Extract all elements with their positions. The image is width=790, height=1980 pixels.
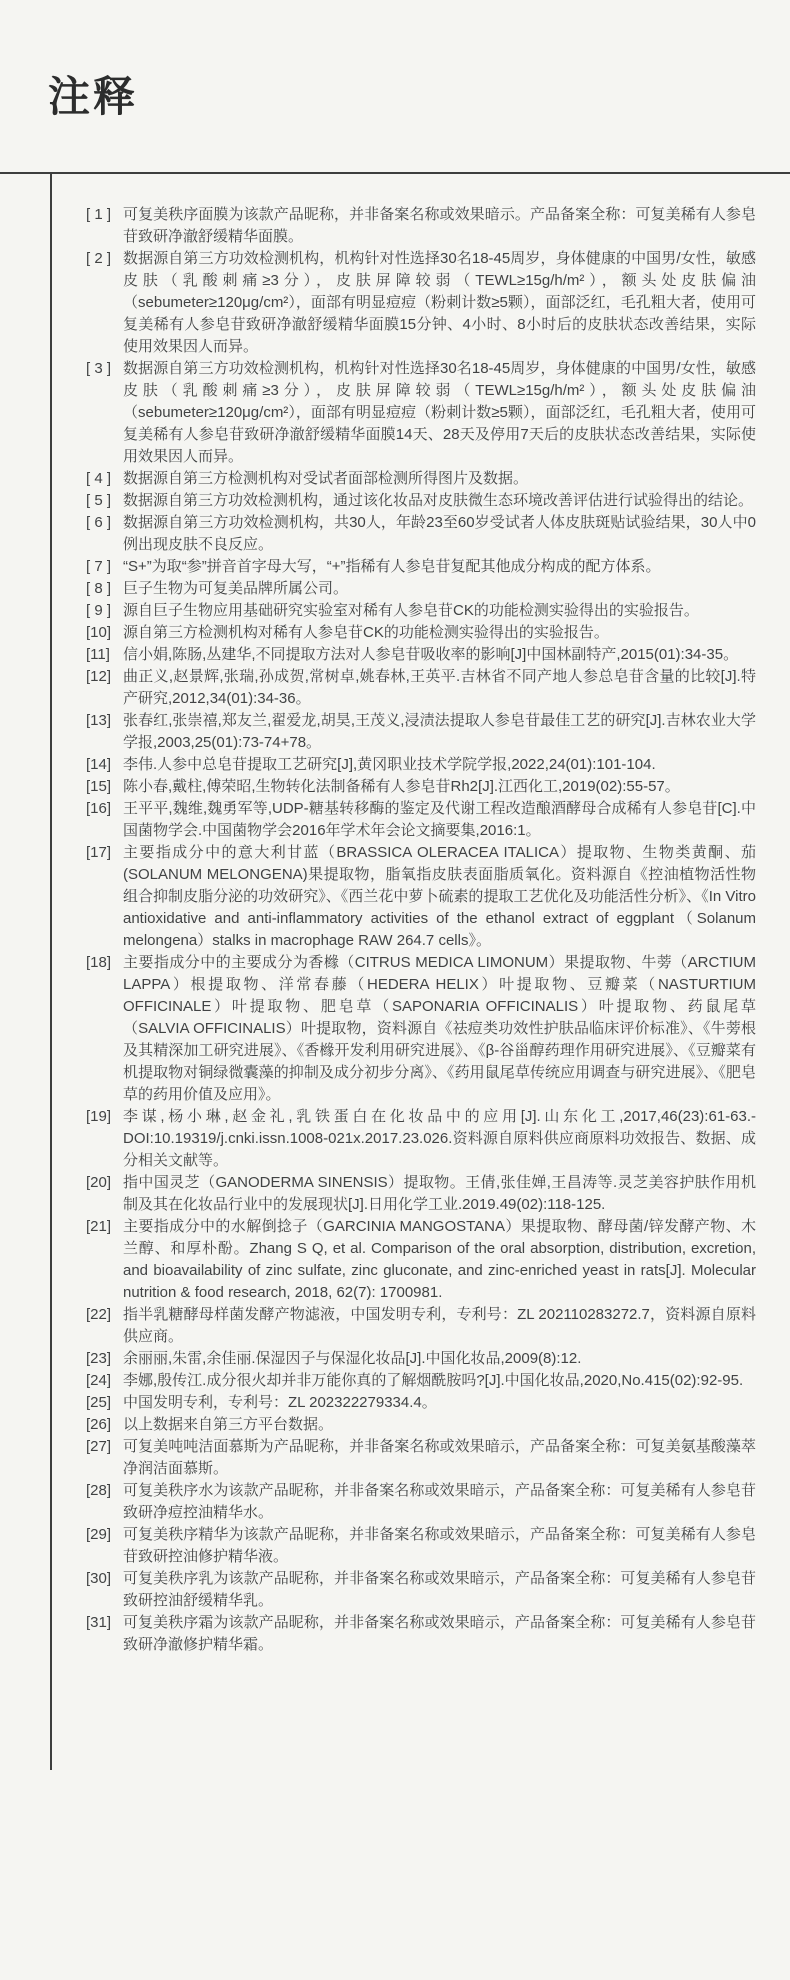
- note-text: 可复美秩序精华为该款产品昵称，并非备案名称或效果暗示，产品备案全称：可复美稀有人参皂苷致研控油修护精华液。: [123, 1526, 756, 1565]
- note-text: 主要指成分中的主要成分为香橼（CITRUS MEDICA LIMONUM）果提取物、牛蒡（ARCTIUM LAPPA）根提取物、洋常春藤（HEDERA HELIX）叶提取物、豆瓣菜（NASTURTIUM OFFICINALE）叶提取物、肥皂草（SAPONARIA OFFICINALIS）叶提取物、药鼠尾草（SALVIA OFFICINALIS）叶提取物，资料源自《祛痘类功效性护肤品临床评价标准》、《牛蒡根及其精深加工研究进展》、《香橼开发利用研究进展》、《β-谷甾醇药理作用研究进展》、《豆瓣菜有机提取物对铜绿微囊藻的抑制及成分初步分离》、《药用鼠尾草传统应用调查与研究进展》、《肥皂草的药用价值及应用》。: [123, 954, 756, 1103]
- note-number: [20]: [86, 1174, 112, 1191]
- note-text: 可复美吨吨洁面慕斯为产品昵称，并非备案名称或效果暗示，产品备案全称：可复美氨基酸藻萃净润洁面慕斯。: [123, 1438, 756, 1477]
- note-number: [10]: [86, 624, 112, 641]
- note-number: [22]: [86, 1306, 112, 1323]
- note-item: [86, 556, 756, 578]
- note-item: [86, 358, 756, 468]
- note-number: [30]: [86, 1570, 112, 1587]
- note-text: “S+”为取“参”拼音首字母大写，“+”指稀有人参皂苷复配其他成分构成的配方体系。: [123, 558, 661, 575]
- note-item: [86, 644, 756, 666]
- note-text: 李伟.人参中总皂苷提取工艺研究[J],黄冈职业技术学院学报,2022,24(01):101-104.: [123, 756, 656, 773]
- note-text: 李娜,殷传江.成分很火却并非万能你真的了解烟酰胺吗?[J].中国化妆品,2020,No.415(02):92-95.: [123, 1372, 744, 1389]
- note-item: [86, 1370, 756, 1392]
- note-number: [25]: [86, 1394, 112, 1411]
- note-number: [12]: [86, 668, 112, 685]
- note-number: [ 8 ]: [86, 580, 112, 597]
- note-item: [86, 1304, 756, 1348]
- note-text: 王平平,魏维,魏勇军等,UDP-糖基转移酶的鉴定及代谢工程改造酿酒酵母合成稀有人参皂苷[C].中国菌物学会.中国菌物学会2016年学术年会论文摘要集,2016:1。: [123, 800, 756, 839]
- note-text: 数据源自第三方检测机构对受试者面部检测所得图片及数据。: [123, 470, 529, 487]
- note-number: [11]: [86, 646, 110, 663]
- note-text: 主要指成分中的意大利甘蓝（BRASSICA OLERACEA ITALICA）提取物、生物类黄酮、茄(SOLANUM MELONGENA)果提取物，脂氧指皮肤表面脂质氧化。资料源自《控油植物活性物组合抑制皮脂分泌的功效研究》、《西兰花中萝卜硫素的提取工艺优化及功能活性分析》、《In Vitro antioxidative and anti-inflammatory activities of the ethanol extract of eggplant（Solanum melongena）stalks in macrophage RAW 264.7 cells》。: [123, 844, 756, 949]
- note-text: 可复美秩序霜为该款产品昵称，并非备案名称或效果暗示，产品备案全称：可复美稀有人参皂苷致研净澈修护精华霜。: [123, 1614, 756, 1653]
- note-number: [27]: [86, 1438, 112, 1455]
- note-text: 张春红,张崇禧,郑友兰,翟爱龙,胡昊,王茂义,浸渍法提取人参皂苷最佳工艺的研究[J].吉林农业大学学报,2003,25(01):73-74+78。: [123, 712, 756, 751]
- note-item: [86, 578, 756, 600]
- note-item: [86, 666, 756, 710]
- note-item: [86, 1524, 756, 1568]
- note-text: 主要指成分中的水解倒捻子（GARCINIA MANGOSTANA）果提取物、酵母菌/锌发酵产物、木兰醇、和厚朴酚。Zhang S Q, et al. Comparison of the oral absorption, distribution, excretion, and bioavailability of zinc sulfate, zinc gluconate, and zinc-enriched yeast in rats[J]. Molecular nutrition & food research, 2018, 62(7): 1700981.: [123, 1218, 756, 1301]
- note-number: [24]: [86, 1372, 112, 1389]
- note-item: [86, 622, 756, 644]
- note-number: [28]: [86, 1482, 112, 1499]
- note-item: [86, 1172, 756, 1216]
- note-text: 数据源自第三方功效检测机构，机构针对性选择30名18-45周岁，身体健康的中国男/女性，敏感皮肤（乳酸刺痛≥3分），皮肤屏障较弱（TEWL≥15g/h/m²），额头处皮肤偏油（sebumeter≥120μg/cm²），面部有明显痘痘（粉刺计数≥5颗），面部泛红，毛孔粗大者，使用可复美稀有人参皂苷致研净澈舒缓精华面膜15分钟、4小时、8小时后的皮肤状态改善结果，实际使用效果因人而异。: [123, 250, 756, 355]
- note-text: 数据源自第三方功效检测机构，共30人，年龄23至60岁受试者人体皮肤斑贴试验结果，30人中0例出现皮肤不良反应。: [123, 514, 756, 553]
- top-divider-line: [0, 172, 790, 174]
- note-number: [18]: [86, 954, 112, 971]
- note-item: [86, 204, 756, 248]
- note-item: [86, 1106, 756, 1172]
- note-text: 巨子生物为可复美品牌所属公司。: [123, 580, 349, 597]
- note-number: [31]: [86, 1614, 112, 1631]
- note-text: 李谋,杨小琳,赵金礼,乳铁蛋白在化妆品中的应用[J].山东化工,2017,46(23):61-63.-DOI:10.19319/j.cnki.issn.1008-021x.2017.23.026.资料源自原料供应商原料功效报告、数据、成分相关文献等。: [123, 1108, 756, 1169]
- notes-list: [86, 204, 756, 1656]
- note-number: [29]: [86, 1526, 112, 1543]
- note-item: [86, 1414, 756, 1436]
- note-text: 可复美秩序水为该款产品昵称，并非备案名称或效果暗示，产品备案全称：可复美稀有人参皂苷致研净痘控油精华水。: [123, 1482, 756, 1521]
- note-item: [86, 710, 756, 754]
- note-text: 可复美秩序面膜为该款产品昵称，并非备案名称或效果暗示。产品备案全称：可复美稀有人参皂苷致研净澈舒缓精华面膜。: [123, 206, 756, 245]
- note-item: [86, 248, 756, 358]
- left-divider-line: [50, 172, 52, 1770]
- note-item: [86, 754, 756, 776]
- note-number: [13]: [86, 712, 112, 729]
- note-text: 陈小春,戴柱,傅荣昭,生物转化法制备稀有人参皂苷Rh2[J].江西化工,2019(02):55-57。: [123, 778, 680, 795]
- note-text: 曲正义,赵景辉,张瑞,孙成贺,常树卓,姚春林,王英平.吉林省不同产地人参总皂苷含量的比较[J].特产研究,2012,34(01):34-36。: [123, 668, 756, 707]
- note-item: [86, 600, 756, 622]
- note-item: [86, 842, 756, 952]
- note-number: [14]: [86, 756, 112, 773]
- note-number: [ 2 ]: [86, 250, 112, 267]
- note-item: [86, 490, 756, 512]
- note-number: [19]: [86, 1108, 112, 1125]
- note-text: 源自第三方检测机构对稀有人参皂苷CK的功能检测实验得出的实验报告。: [123, 624, 609, 641]
- note-number: [ 7 ]: [86, 558, 112, 575]
- note-number: [ 4 ]: [86, 470, 112, 487]
- note-item: [86, 1568, 756, 1612]
- note-item: [86, 1480, 756, 1524]
- note-number: [ 6 ]: [86, 514, 112, 531]
- note-item: [86, 1216, 756, 1304]
- note-text: 数据源自第三方功效检测机构，通过该化妆品对皮肤微生态环境改善评估进行试验得出的结论。: [123, 492, 754, 509]
- note-text: 数据源自第三方功效检测机构，机构针对性选择30名18-45周岁，身体健康的中国男/女性，敏感皮肤（乳酸刺痛≥3分），皮肤屏障较弱（TEWL≥15g/h/m²），额头处皮肤偏油（sebumeter≥120μg/cm²），面部有明显痘痘（粉刺计数≥5颗），面部泛红，毛孔粗大者，使用可复美稀有人参皂苷致研净澈舒缓精华面膜14天、28天及停用7天后的皮肤状态改善结果，实际使用效果因人而异。: [123, 360, 756, 465]
- note-text: 指半乳糖酵母样菌发酵产物滤液，中国发明专利，专利号：ZL 202110283272.7，资料源自原料供应商。: [123, 1306, 756, 1345]
- note-number: [ 9 ]: [86, 602, 112, 619]
- note-text: 中国发明专利，专利号：ZL 202322279334.4。: [123, 1394, 437, 1411]
- note-item: [86, 1436, 756, 1480]
- note-item: [86, 1348, 756, 1370]
- page-title: 注释: [48, 73, 139, 120]
- note-text: 以上数据来自第三方平台数据。: [123, 1416, 334, 1433]
- note-number: [26]: [86, 1416, 112, 1433]
- note-item: [86, 776, 756, 798]
- note-number: [21]: [86, 1218, 112, 1235]
- note-item: [86, 798, 756, 842]
- note-item: [86, 1392, 756, 1414]
- note-number: [15]: [86, 778, 112, 795]
- note-text: 余丽丽,朱雷,余佳丽.保湿因子与保湿化妆品[J].中国化妆品,2009(8):12.: [123, 1350, 582, 1367]
- note-text: 源自巨子生物应用基础研究实验室对稀有人参皂苷CK的功能检测实验得出的实验报告。: [123, 602, 699, 619]
- note-text: 可复美秩序乳为该款产品昵称，并非备案名称或效果暗示，产品备案全称：可复美稀有人参皂苷致研控油舒缓精华乳。: [123, 1570, 756, 1609]
- note-number: [ 1 ]: [86, 206, 112, 223]
- note-item: [86, 952, 756, 1106]
- note-item: [86, 468, 756, 490]
- note-number: [17]: [86, 844, 112, 861]
- note-number: [16]: [86, 800, 112, 817]
- note-text: 指中国灵芝（GANODERMA SINENSIS）提取物。王倩,张佳婵,王昌涛等.灵芝美容护肤作用机制及其在化妆品行业中的发展现状[J].日用化学工业.2019.49(02):118-125.: [123, 1174, 756, 1213]
- note-number: [ 5 ]: [86, 492, 112, 509]
- note-item: [86, 1612, 756, 1656]
- note-text: 信小娟,陈肠,丛建华,不同提取方法对人参皂苷吸收率的影响[J]中国林副特产,2015(01):34-35。: [123, 646, 739, 663]
- note-number: [23]: [86, 1350, 112, 1367]
- note-item: [86, 512, 756, 556]
- note-number: [ 3 ]: [86, 360, 112, 377]
